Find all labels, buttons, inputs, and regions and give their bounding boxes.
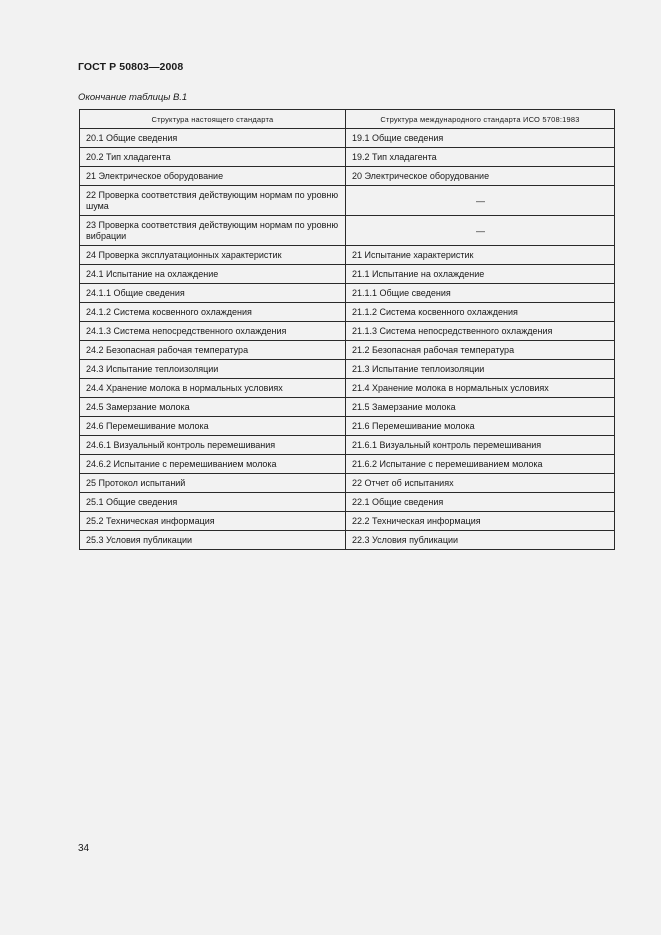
cell-international: 19.2 Тип хладагента [346,148,615,167]
table-row [80,455,615,474]
table-row [80,216,615,246]
table-row [80,167,615,186]
column-header-national: Структура настоящего стандарта [80,110,346,129]
cell-international: 22.2 Техническая информация [346,512,615,531]
cell-international: 21.6.2 Испытание с перемешиванием молока [346,455,615,474]
cell-national: 25.1 Общие сведения [80,493,346,512]
cell-national: 24.2 Безопасная рабочая температура [80,341,346,360]
cell-international: 22 Отчет об испытаниях [346,474,615,493]
cell-international: 21.1.1 Общие сведения [346,284,615,303]
cell-national: 24.6.2 Испытание с перемешиванием молока [80,455,346,474]
table-row [80,493,615,512]
cell-national: 25.2 Техническая информация [80,512,346,531]
cell-national: 24.1 Испытание на охлаждение [80,265,346,284]
cell-international: 22.3 Условия публикации [346,531,615,550]
cell-international: 21.2 Безопасная рабочая температура [346,341,615,360]
table-row [80,512,615,531]
table-caption: Окончание таблицы В.1 [78,92,188,103]
document-code: ГОСТ Р 50803—2008 [78,61,184,73]
cell-national: 24.4 Хранение молока в нормальных условиях [80,379,346,398]
page-number: 34 [78,843,90,854]
cell-national: 24.5 Замерзание молока [80,398,346,417]
cell-international: 21 Испытание характеристик [346,246,615,265]
table-row [80,379,615,398]
table-row [80,360,615,379]
table-row [80,265,615,284]
cell-international: 20 Электрическое оборудование [346,167,615,186]
table-row [80,341,615,360]
cell-national: 22 Проверка соответствия действующим нормам по уровню шума [80,186,346,216]
cell-national: 21 Электрическое оборудование [80,167,346,186]
cell-national: 24.6 Перемешивание молока [80,417,346,436]
cell-national: 20.2 Тип хладагента [80,148,346,167]
column-header-international: Структура международного стандарта ИСО 5708:1983 [346,110,615,129]
cell-international: 21.5 Замерзание молока [346,398,615,417]
cell-international: 21.6 Перемешивание молока [346,417,615,436]
cell-national: 23 Проверка соответствия действующим нормам по уровню вибрации [80,216,346,246]
table-row [80,474,615,493]
table-row [80,303,615,322]
cell-international-empty: — [346,216,615,246]
table-row [80,531,615,550]
cell-international: 21.6.1 Визуальный контроль перемешивания [346,436,615,455]
cell-international: 19.1 Общие сведения [346,129,615,148]
cell-national: 24.6.1 Визуальный контроль перемешивания [80,436,346,455]
table-header-row [80,110,615,129]
cell-national: 24.1.2 Система косвенного охлаждения [80,303,346,322]
cell-international: 21.4 Хранение молока в нормальных условиях [346,379,615,398]
cell-national: 24 Проверка эксплуатационных характеристик [80,246,346,265]
table-row [80,436,615,455]
cell-national: 24.1.3 Система непосредственного охлаждения [80,322,346,341]
cell-national: 20.1 Общие сведения [80,129,346,148]
table-row [80,129,615,148]
cell-international: 21.1.3 Система непосредственного охлаждения [346,322,615,341]
table-row [80,417,615,436]
cell-international: 21.3 Испытание теплоизоляции [346,360,615,379]
cell-international-empty: — [346,186,615,216]
correspondence-table [79,109,615,550]
table-row [80,246,615,265]
cell-national: 25.3 Условия публикации [80,531,346,550]
table-row [80,186,615,216]
cell-international: 21.1.2 Система косвенного охлаждения [346,303,615,322]
table-row [80,284,615,303]
cell-international: 22.1 Общие сведения [346,493,615,512]
cell-national: 24.1.1 Общие сведения [80,284,346,303]
table-row [80,148,615,167]
table-row [80,322,615,341]
table-row [80,398,615,417]
cell-international: 21.1 Испытание на охлаждение [346,265,615,284]
cell-national: 24.3 Испытание теплоизоляции [80,360,346,379]
cell-national: 25 Протокол испытаний [80,474,346,493]
